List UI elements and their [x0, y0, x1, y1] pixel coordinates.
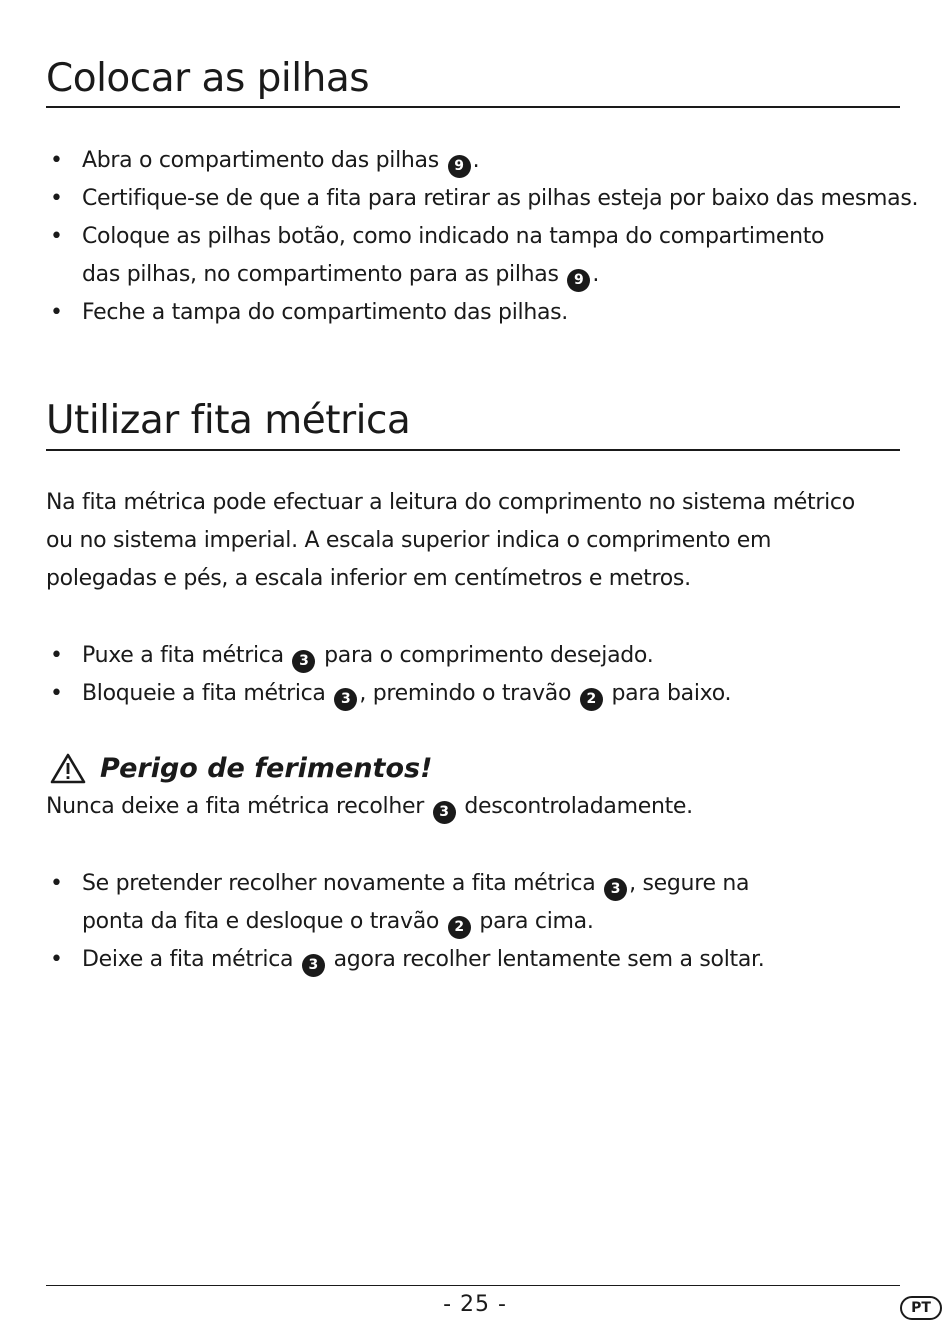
usage-steps [46, 637, 904, 713]
part-number-badge: 2 [580, 688, 603, 711]
part-number-badge: 9 [567, 269, 590, 292]
title-underline [46, 106, 900, 108]
part-number-badge: 3 [433, 801, 456, 824]
section-title-tape-measure: Utilizar fita métrica [46, 398, 411, 443]
part-number-badge: 3 [604, 878, 627, 901]
list-item: • Feche a tampa do compartimento das pilhas. [46, 294, 904, 332]
warning-triangle-icon [50, 752, 86, 784]
list-item: • Deixe a fita métrica 3 agora recolher lentamente sem a soltar. [46, 941, 904, 979]
language-badge: PT [900, 1296, 942, 1320]
footer-rule [46, 1285, 900, 1286]
part-number-badge: 3 [302, 954, 325, 977]
retract-steps [46, 865, 904, 979]
warning-text: Nunca deixe a fita métrica recolher 3 descontroladamente. [46, 788, 904, 826]
warning-heading [50, 748, 432, 788]
list-item: • Puxe a fita métrica 3 para o comprimento desejado. [46, 637, 904, 675]
part-number-badge: 3 [292, 650, 315, 673]
intro-paragraph: Na fita métrica pode efectuar a leitura do comprimento no sistema métrico ou no sistema imperial. A escala superior indica o comprimento em polegadas e pés, a escala inferior em centímetros e metros. [46, 490, 855, 591]
title-underline [46, 449, 900, 451]
list-item: • Se pretender recolher novamente a fita métrica 3 , segure na ponta da fita e desloque o travão 2 para cima. [46, 865, 904, 941]
list-item: • Bloqueie a fita métrica 3 , premindo o travão 2 para baixo. [46, 675, 904, 713]
list-item: • Abra o compartimento das pilhas 9 . [46, 142, 904, 180]
part-number-badge: 9 [448, 155, 471, 178]
part-number-badge: 3 [334, 688, 357, 711]
battery-steps [46, 142, 919, 332]
warning-title: Perigo de ferimentos! [100, 752, 433, 784]
page-number: - 25 - [443, 1292, 507, 1317]
part-number-badge: 2 [448, 916, 471, 939]
list-item: • Coloque as pilhas botão, como indicado na tampa do compartimento das pilhas, no compartimento para as pilhas 9 . [46, 218, 904, 294]
list-item: • Certifique-se de que a fita para retirar as pilhas esteja por baixo das mesmas. [46, 180, 904, 218]
section-title-batteries: Colocar as pilhas [46, 56, 370, 101]
